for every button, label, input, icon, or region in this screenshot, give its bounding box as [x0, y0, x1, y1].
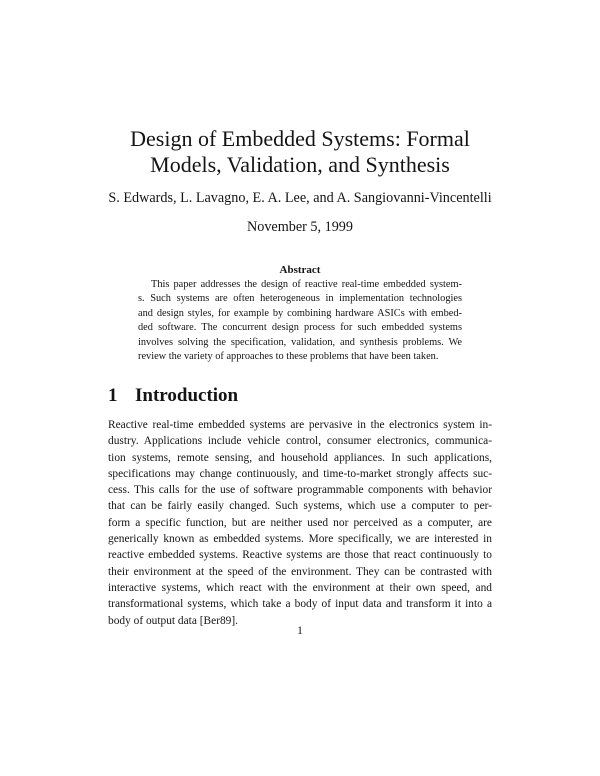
abstract-line: involves solving the specification, validation, and synthesis problems. We — [138, 336, 462, 348]
abstract-line: ded software. The concurrent design process for such embedded systems — [138, 322, 462, 334]
body-line: reactive embedded systems. Reactive systems are those that react continuously to — [108, 549, 492, 562]
body-line: tion systems, remote sensing, and household appliances. In such applications, — [108, 451, 492, 464]
body-line: Reactive real-time embedded systems are pervasive in the electronics system in- — [108, 419, 492, 431]
paper-title — [0, 126, 600, 178]
abstract-body — [138, 278, 462, 364]
abstract-heading: Abstract — [279, 264, 321, 276]
body-line: cess. This calls for the use of software programmable components with behavior — [108, 484, 492, 497]
author-list: S. Edwards, L. Lavagno, E. A. Lee, and A. Sangiovanni-Vincentelli — [108, 190, 492, 206]
body-line: transformational systems, which take a body of input data and transform it into a — [108, 598, 492, 611]
body-line: body of output data [Ber89]. — [108, 614, 239, 627]
section-body — [108, 417, 492, 629]
section-heading — [108, 384, 238, 408]
body-line: dustry. Applications include vehicle control, consumer electronics, communica- — [108, 435, 492, 448]
page-number: 1 — [297, 625, 303, 637]
abstract-line: review the variety of approaches to these problems that have been taken. — [138, 350, 439, 362]
abstract-line: s. Such systems are often heterogeneous in implementation technologies — [138, 293, 462, 305]
abstract-line: and design styles, for example by combining hardware ASICs with embed- — [138, 307, 462, 319]
body-line: their environment at the speed of the environment. They can be contrasted with — [108, 565, 492, 578]
body-line: specifications may change continuously, and time-to-market strongly affects suc- — [108, 467, 492, 480]
section-number: 1 — [108, 385, 118, 406]
body-line: that can be fairly easily changed. Such systems, which use a computer to per- — [108, 500, 492, 513]
section-title: Introduction — [135, 385, 239, 406]
publication-date: November 5, 1999 — [247, 219, 353, 235]
title-line: Models, Validation, and Synthesis — [150, 152, 450, 177]
body-line: generically known as embedded systems. More specifically, we are interested in — [108, 533, 492, 546]
body-line: interactive systems, which react with the environment at their own speed, and — [108, 581, 492, 594]
title-line: Design of Embedded Systems: Formal — [130, 126, 470, 151]
body-line: form a specific function, but are neither used nor perceived as a computer, are — [108, 516, 492, 529]
abstract-line: This paper addresses the design of reactive real-time embedded system- — [151, 279, 462, 290]
